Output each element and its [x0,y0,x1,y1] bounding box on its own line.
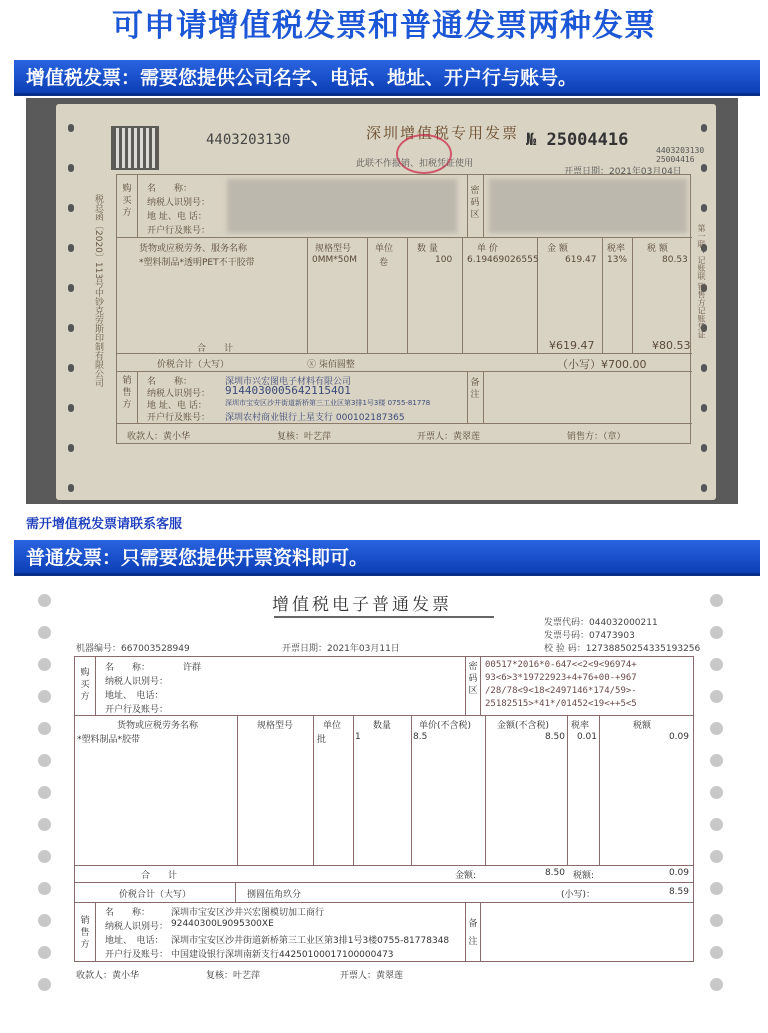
vat-col-amount: 金 额 [547,244,568,254]
vat-buyer-label-name: 名 称： [147,184,193,194]
vat-seller-side: 销售方 [122,376,132,410]
blurred-password-area [489,179,687,233]
e-reviewer: 复核：叶艺萍 [206,971,261,981]
vat-col-tax: 税 额 [647,244,668,254]
e-buyer-name: 许群 [183,663,202,673]
vat-total-label: 价税合计（大写） [157,360,230,370]
e-item-name: *塑料制品*胶带 [77,735,141,745]
vat-issuer: 开票人：黄翠莲 [417,432,481,442]
e-seller-bank-label: 开户行及账号： [105,950,169,960]
vat-item-amount: 619.47 [565,255,597,265]
vat-invoice-number-small: 4403203130 25004416 [656,146,705,164]
vat-col-price: 单 价 [477,244,498,254]
vat-buyer-label-tax: 纳税人识别号： [147,198,211,208]
vat-reviewer: 复核：叶艺萍 [277,432,332,442]
e-col-unit: 单位 [323,721,342,731]
vat-seller-addr: 深圳市宝安区沙井街道新桥第三工业区第3排1号3楼 0755-81778 [225,399,431,407]
e-seller-side: 销售方 [80,916,90,950]
vat-seller-label-bank: 开户行及账号： [147,413,211,423]
e-invoice-number: 发票号码：07473903 [544,631,635,641]
vat-col-unit: 单位 [375,244,394,254]
vat-pwd-side: 密码区 [470,186,480,220]
vat-seller-name: 深圳市兴宏图电子材料有限公司 [225,377,352,387]
vat-sum-amount: ¥619.47 [549,339,595,352]
e-invoice-date: 开票日期：2021年03月11日 [282,644,400,654]
vat-right-vertical-text: 第一联：记账联 销售方记账凭证 [697,224,706,339]
blurred-buyer-info [227,179,457,233]
vat-seller-bank: 深圳农村商业银行上星支行 000102187365 [225,413,405,423]
e-invoice-title: 增值税电子普通发票 [272,595,452,615]
vat-payee: 收款人：黄小华 [127,432,191,442]
e-item-price: 8.5 [413,732,428,742]
e-item-qty: 1 [355,732,361,742]
e-col-qty: 数量 [373,721,392,731]
vat-seller-tax-id: 91440300056421154O1 [225,384,351,397]
e-total-cn: 捌圆伍角玖分 [247,890,302,900]
e-pwd-line-1: 00517*2016*0-647<<2<9<96974+ [485,660,637,670]
vat-invoice-banner: 增值税发票：需要您提供公司名字、电话、地址、开户行与账号。 [14,60,760,96]
vat-col-qty: 数 量 [417,244,438,254]
e-sum-amount: 8.50 [544,868,565,878]
vat-item-qty: 100 [435,255,453,265]
vat-sum-label: 合 计 [197,344,234,354]
vat-seller-label-name: 名 称： [147,377,193,387]
vat-sum-tax: ¥80.53 [652,339,691,352]
e-seller-name: 深圳市宝安区沙井兴宏图模切加工商行 [171,908,325,918]
e-buyer-tax-label: 纳税人识别号： [105,677,169,687]
e-col-tax: 税额 [633,721,652,731]
e-sum-tax-label: 税额: [573,871,595,881]
e-sum-label: 合 计 [141,871,178,881]
e-invoice-check-code: 校 验 码：12738850254335193256 [544,644,701,654]
vat-col-spec: 规格型号 [315,244,352,254]
e-total-label: 价税合计（大写） [119,890,192,900]
e-pwd-line-2: 93<6>3*19722923+4+76+00-+967 [485,673,637,683]
e-col-spec: 规格型号 [257,721,294,731]
e-item-amount: 8.50 [544,732,565,742]
qr-code-icon [111,126,159,170]
e-seller-tax-label: 纳税人识别号： [105,922,169,932]
e-col-amount: 金额(不含税) [497,721,550,731]
e-remark-side: 备注 [468,919,478,947]
e-seller-bank: 中国建设银行深圳南新支行44250100017100000473 [171,950,394,960]
vat-invoice-paper [56,104,716,500]
page-title: 可申请增值税发票和普通发票两种发票 [112,8,656,44]
vat-invoice-title: 深圳增值税专用发票 [366,124,520,142]
e-buyer-bank-label: 开户行及账号： [105,705,169,715]
e-sum-tax: 0.09 [668,868,689,878]
vat-seller-stamp: 销售方：（章） [567,432,626,442]
vat-buyer-label-addr: 地 址、电 话： [147,212,207,222]
vat-contact-note: 需开增值税发票请联系客服 [26,517,183,532]
e-invoice [24,580,744,990]
e-seller-addr-label: 地址、 电话： [105,936,164,946]
vat-col-rate: 税率 [607,244,626,254]
vat-seller-label-tax: 纳税人识别号： [147,389,211,399]
e-item-tax: 0.09 [668,732,689,742]
e-invoice-machine-no: 机器编号：667003528949 [76,644,190,654]
e-seller-addr: 深圳市宝安区沙井街道新桥第三工业区第3排1号3楼0755-81778348 [171,936,450,946]
e-total-small-label: (小写)： [561,890,596,900]
vat-invoice-date: 开票日期：2021年03月04日 [564,167,682,177]
vat-col-name: 货物或应税劳务、服务名称 [139,244,248,254]
vat-item-unit: 卷 [379,258,389,268]
vat-total-cn: ⓧ 柒佰圆整 [307,360,355,370]
vat-total-small: （小写）¥700.00 [557,358,647,371]
vat-buyer-label-bank: 开户行及账号： [147,226,211,236]
vat-invoice-number: № 25004416 [526,130,629,150]
e-invoice-title-underline [274,616,494,618]
e-issuer: 开票人：黄翠莲 [340,971,404,981]
e-invoice-table [74,656,694,962]
e-total-small: 8.59 [668,887,689,897]
vat-seller-label-addr: 地 址、电 话： [147,401,207,411]
e-buyer-addr-label: 地址、 电话： [105,691,164,701]
e-col-name: 货物或应税劳务名称 [117,721,199,731]
e-item-rate: 0.01 [576,732,597,742]
vat-item-rate: 13% [607,255,628,265]
e-seller-tax: 92440300L9095300XE [171,919,274,929]
vat-invoice-grid [116,174,691,444]
e-buyer-name-label: 名 称： [105,663,151,673]
e-pwd-side: 密码区 [468,662,478,696]
e-item-unit: 批 [317,735,327,745]
vat-remark-side: 备注 [470,378,480,400]
vat-invoice-photo [26,98,738,504]
e-col-price: 单价(不含税) [419,721,472,731]
e-seller-name-label: 名 称： [105,908,151,918]
vat-item-spec: 0MM*50M [312,255,357,265]
e-payee: 收款人：黄小华 [76,971,140,981]
vat-invoice-code: 4403203130 [206,132,291,148]
vat-left-vertical-text: 税总函〔2020〕113号中钞克劳斯印制有限公司 [93,194,103,388]
vat-item-tax: 80.53 [662,255,688,265]
vat-item-name: *塑料制品*透明PET不干胶带 [139,258,255,268]
e-invoice-code: 发票代码：044032000211 [544,618,658,628]
e-sum-amount-label: 金额: [455,871,477,881]
vat-buyer-side: 购买方 [122,184,132,218]
normal-invoice-banner: 普通发票：只需要您提供开票资料即可。 [14,540,760,576]
e-pwd-line-3: /28/78<9<18<2497146*174/59>- [485,686,637,696]
vat-item-price: 6.19469026555 [467,255,539,265]
e-col-rate: 税率 [571,721,590,731]
e-buyer-side: 购买方 [80,668,90,702]
vat-invoice-note: 此联不作报销、扣税凭证使用 [356,159,474,169]
e-pwd-line-4: 25182515>*41*/01452<19<++5<5 [485,699,637,709]
